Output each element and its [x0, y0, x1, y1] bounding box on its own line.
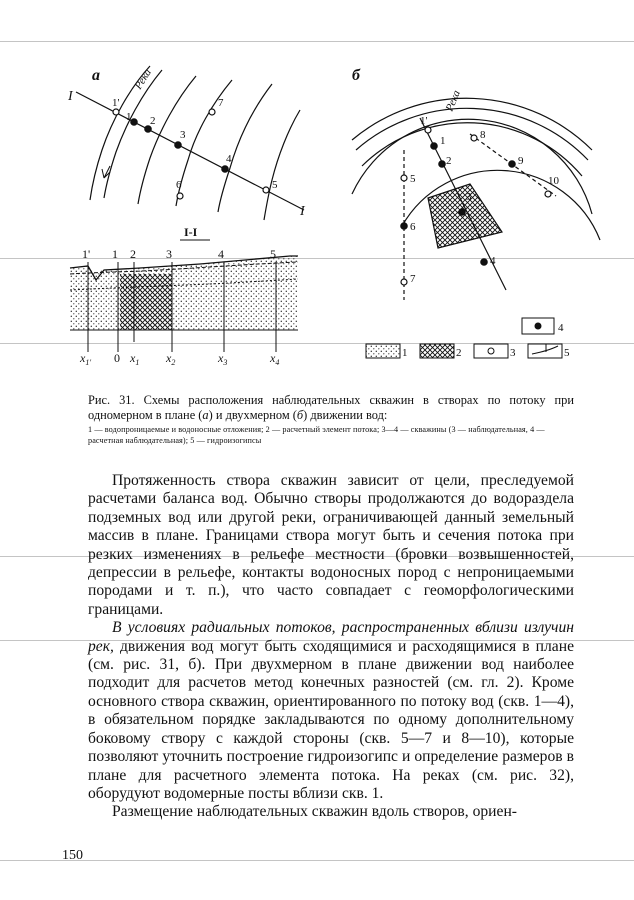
figure-31 — [0, 0, 634, 380]
profile-x-1prime-sub: 1' — [85, 358, 92, 367]
profile-x-3-sub: 3 — [223, 358, 228, 367]
label-well-3: 3 — [180, 129, 186, 141]
body-text — [88, 472, 574, 822]
label-b-1prime: 1' — [420, 115, 428, 127]
legend-num-4: 4 — [558, 322, 564, 334]
label-well-2: 2 — [150, 115, 156, 127]
label-b-1: 1 — [440, 135, 446, 147]
label-well-4: 4 — [226, 153, 232, 165]
caption-a: а — [202, 408, 209, 422]
legend-num-5: 5 — [564, 347, 570, 359]
well-b-9 — [509, 161, 515, 167]
profile-x-1prime: x — [80, 351, 86, 365]
legend-num-2: 2 — [456, 347, 462, 359]
well-3 — [175, 142, 181, 148]
label-b-8: 8 — [480, 129, 486, 141]
well-b-5 — [401, 175, 407, 181]
profile-x-1-sub: 1 — [135, 358, 140, 367]
panel-a-plan — [67, 66, 306, 220]
caption-mid: ) и двухмерном ( — [208, 408, 297, 422]
river-bank-right — [104, 70, 162, 198]
profile-calc-element — [120, 274, 172, 330]
label-well-1: 1 — [126, 111, 132, 123]
section-mark-start: I — [68, 89, 73, 104]
profile-top-3: 3 — [166, 247, 172, 261]
well-1 — [131, 119, 137, 125]
profile-top-5: 5 — [270, 247, 276, 261]
well-b-2 — [439, 161, 445, 167]
legend-symbol-2 — [420, 344, 454, 358]
well-7 — [209, 109, 215, 115]
profile-x-zero: 0 — [114, 351, 120, 365]
well-b-10 — [545, 191, 551, 197]
paragraph-1: Протяженность створа скважин зависит от цели, преследуемой расчетами баланса вод. Обычно створы продолжаются до водораздела подземных вод или другой реки, ограничивающей данный земельный массив в плане. Границами створа могут быть и сечения потока при резких изменениях в рельефе местности (бровки возвышенностей, депрессии в рельефе, контакты водоносных пород с непроницаемыми породами и т. п.), что часто совпадает с геоморфологическими границами. — [88, 472, 574, 618]
profile-x-2-sub: 2 — [171, 358, 176, 367]
paragraph-2-rest: движения вод могут быть сходящимися и расходящимися в плане (см. рис. 31, б). При двухмерном в плане движении вод наиболее подходит для расчетов метод конечных разностей (см. гл. 2). Кроме основного створа скважин, ориентированного по потоку вод (скв. 1—4), в обязательном порядке закладываются по одному дополнительному боковому створу с каждой стороны (скв. 5—7 и 8—10), которые позволяют уточнить построение гидроизогипс и определение размеров в плане для расчетного элемента потока. На реках (см. рис. 32), оборудуют водомерные посты вблизи скв. 1. — [88, 637, 574, 802]
profile-top-2: 2 — [130, 247, 136, 261]
profile-aquifer — [70, 256, 298, 330]
river-label-a: Река — [132, 66, 154, 92]
isohypse-1 — [138, 76, 196, 204]
profile-x-4-sub: 4 — [275, 358, 280, 367]
isohypse-4 — [264, 110, 300, 220]
svg-text:x3 — [217, 351, 227, 367]
legend-symbol-1 — [366, 344, 400, 358]
legend-num-3: 3 — [510, 347, 516, 359]
well-b-8 — [471, 135, 477, 141]
river-label-b: Река — [443, 88, 463, 114]
svg-text:x1 — [129, 351, 139, 367]
label-well-6: 6 — [176, 179, 182, 191]
figure-caption — [88, 393, 574, 423]
label-b-3: 3 — [466, 191, 472, 203]
label-b-7: 7 — [410, 273, 416, 285]
profile-I-I — [70, 225, 298, 367]
profile-title: I-I — [184, 225, 198, 239]
label-b-5: 5 — [410, 173, 416, 185]
well-6 — [177, 193, 183, 199]
well-1prime — [113, 109, 119, 115]
paragraph-3: Размещение наблюдательных скважин вдоль створов, ориен- — [112, 803, 517, 821]
section-mark-end: I — [300, 204, 305, 219]
svg-text:x4 — [269, 351, 279, 367]
well-b-1 — [431, 143, 437, 149]
figure-legend — [366, 318, 570, 359]
label-well-5: 5 — [272, 179, 278, 191]
river-b-inner — [356, 108, 588, 160]
profile-top-1prime: 1' — [82, 247, 91, 261]
scan-line-bottom — [0, 860, 634, 861]
well-4 — [222, 166, 228, 172]
profile-x-3: x — [218, 351, 224, 365]
panel-b-plan — [352, 67, 600, 300]
calc-element-b — [428, 184, 502, 248]
caption-suffix: ) движении вод: — [303, 408, 388, 422]
isohypse-b-1 — [362, 123, 582, 176]
river-b-outer — [352, 98, 592, 150]
well-b-7 — [401, 279, 407, 285]
label-b-4: 4 — [490, 255, 496, 267]
profile-top-1: 1 — [112, 247, 118, 261]
label-well-1prime: 1' — [112, 97, 120, 109]
profile-x-1: x — [130, 351, 136, 365]
legend-num-1: 1 — [402, 347, 408, 359]
label-b-9: 9 — [518, 155, 524, 167]
paragraph-2 — [88, 619, 574, 803]
profile-top-4: 4 — [218, 247, 224, 261]
label-well-7: 7 — [218, 97, 224, 109]
well-5 — [263, 187, 269, 193]
label-b-2: 2 — [446, 155, 452, 167]
label-b-6: 6 — [410, 221, 416, 233]
well-b-3 — [459, 209, 465, 215]
panel-a-letter: а — [92, 67, 100, 84]
caption-b: б — [296, 408, 304, 422]
label-b-10: 10 — [548, 175, 559, 187]
figure-caption-legend: 1 — водопроницаемые и водоносные отложения; 2 — расчетный элемент потока; 3—4 — скважины (3 — наблюдательная, 4 — расчетная наблюдательная); 5 — гидроизогипсы — [88, 425, 545, 445]
svg-text:x2 — [165, 351, 175, 367]
svg-text:x1' — [79, 351, 91, 367]
profile-x-2: x — [166, 351, 172, 365]
caption-prefix: Рис. 31. Схемы расположения наблюдательных скважин в створах по потоку при одномерном в плане ( — [88, 393, 574, 422]
well-b-4 — [481, 259, 487, 265]
page-number: 150 — [62, 848, 83, 863]
paragraph-2-italic: В условиях радиальных потоков, распространенных вблизи излучин рек, — [88, 619, 574, 655]
panel-b-letter: б — [352, 67, 360, 84]
profile-x-4: x — [270, 351, 276, 365]
section-line-I — [76, 92, 304, 210]
well-b-1prime — [425, 127, 431, 133]
well-b-6 — [401, 223, 407, 229]
